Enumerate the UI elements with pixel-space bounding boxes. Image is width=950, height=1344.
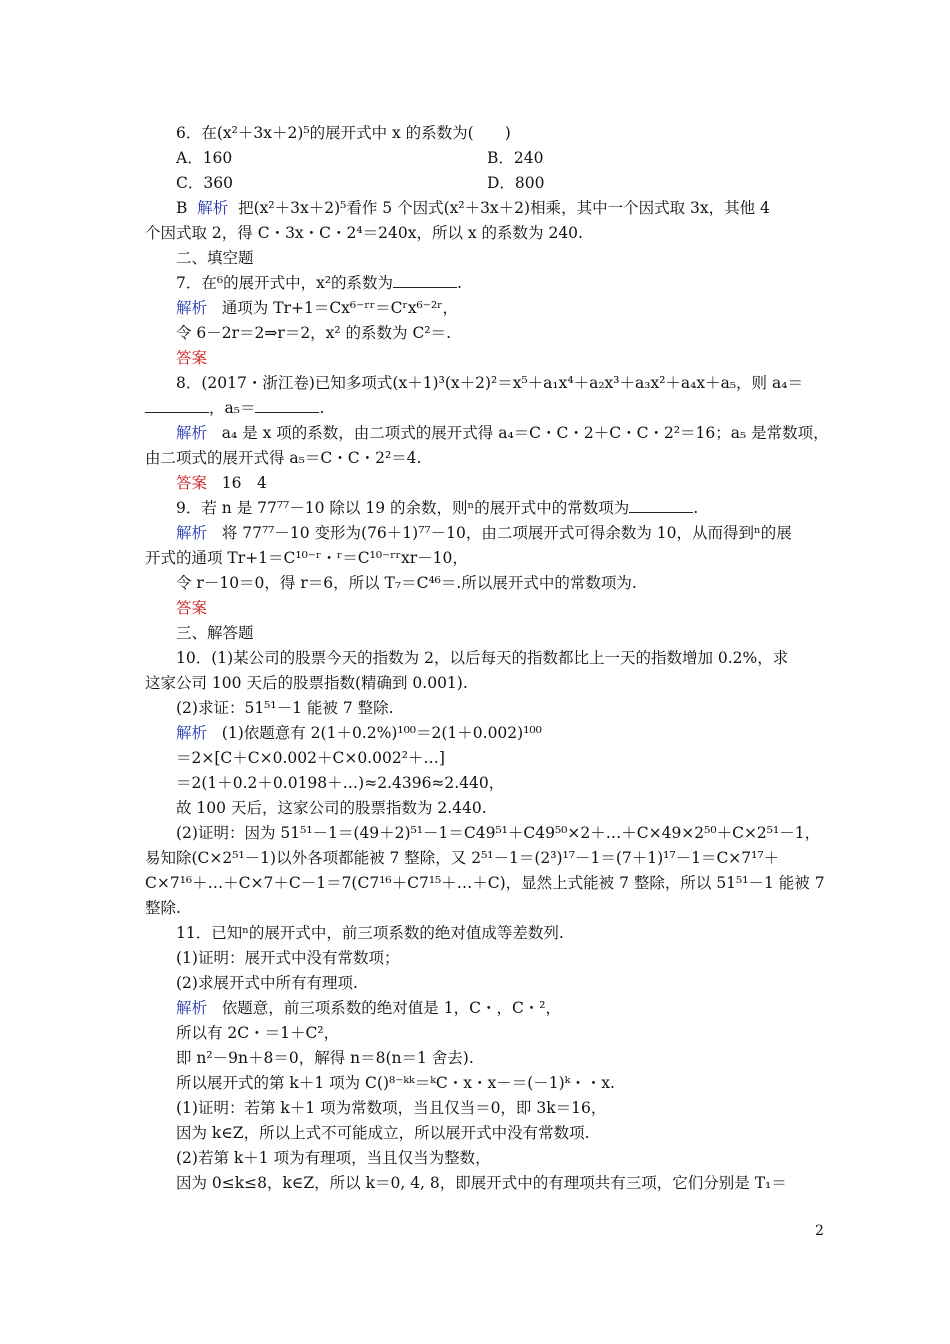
q10-solution-line-5: (2)证明：因为 51⁵¹－1＝(49＋2)⁵¹－1＝C49⁵¹＋C49⁵⁰×2＋…＋C×49×2⁵⁰＋C×2⁵¹－1， xyxy=(176,824,821,842)
q8-answer-label: 答案 xyxy=(176,474,208,492)
q7-blank xyxy=(393,273,457,288)
q8-blank-a4 xyxy=(145,398,209,413)
q7-solution-line-1 xyxy=(176,296,856,320)
page-number: 2 xyxy=(815,1223,824,1239)
q9-answer-label: 答案 xyxy=(176,599,208,617)
q11-solution-line-6: 因为 k∈Z，所以上式不可能成立，所以展开式中没有常数项. xyxy=(176,1124,590,1142)
q11-solution-line-4: 所以展开式的第 k＋1 项为 C()⁸⁻ᵏᵏ＝ᵏC・x・x－＝(－1)ᵏ・・x. xyxy=(176,1074,615,1092)
q6-option-b: B．240 xyxy=(487,149,544,167)
q9-stem-end: . xyxy=(693,499,699,517)
section-fill-in-title: 二、填空题 xyxy=(176,249,254,267)
q10-stem-line-3: (2)求证：51⁵¹－1 能被 7 整除. xyxy=(176,699,394,717)
q8-solution-line-2: 由二项式的展开式得 a₅＝C・C・2²＝4. xyxy=(145,449,422,467)
q10-solution-line-8: 整除. xyxy=(145,899,181,917)
q7-jiexi-label: 解析 xyxy=(176,299,208,317)
section-solution-title: 三、解答题 xyxy=(176,624,254,642)
q8-answer-value: 16 4 xyxy=(221,474,267,492)
q6-solution-line-2: 个因式取 2，得 C・3x・C・2⁴＝240x，所以 x 的系数为 240. xyxy=(145,224,583,242)
q9-stem-text: 9．若 n 是 77⁷⁷－10 除以 19 的余数，则ⁿ的展开式中的常数项为 xyxy=(176,499,630,517)
q9-jiexi-label: 解析 xyxy=(176,524,208,542)
q8-stem-mid: ，a₅＝ xyxy=(209,399,256,417)
q8-stem-line-2 xyxy=(145,396,825,420)
q6-option-a: A．160 xyxy=(176,149,233,167)
q10-stem-line-1: 10．(1)某公司的股票今天的指数为 2，以后每天的指数都比上一天的指数增加 0.2%，求 xyxy=(176,649,789,667)
q11-stem-line-1: 11．已知ⁿ的展开式中，前三项系数的绝对值成等差数列. xyxy=(176,924,564,942)
q8-blank-a5 xyxy=(255,398,319,413)
q8-solution-line-1 xyxy=(176,421,856,445)
q11-solution-line-8: 因为 0≤k≤8，k∈Z，所以 k＝0, 4, 8，即展开式中的有理项共有三项，它们分别是 T₁＝ xyxy=(176,1174,787,1192)
q9-solution-line-2: 开式的通项 Tr+1＝C¹⁰⁻ʳ・ʳ＝C¹⁰⁻ʳʳxr－10， xyxy=(145,549,468,567)
q6-solution-line-1 xyxy=(176,196,856,220)
q11-solution-line-2: 所以有 2C・＝1＋C²， xyxy=(176,1024,340,1042)
q7-solution-line-2: 令 6－2r＝2⇒r＝2，x² 的系数为 C²＝. xyxy=(176,324,451,342)
q10-solution-line-6: 易知除(C×2⁵¹－1)以外各项都能被 7 整除，又 2⁵¹－1＝(2³)¹⁷－1＝(7＋1)¹⁷－1＝C×7¹⁷＋ xyxy=(145,849,780,867)
q11-solution-text-1: 依题意，前三项系数的绝对值是 1，C・，C・²， xyxy=(221,999,562,1017)
q8-stem-line-1: 8．(2017・浙江卷)已知多项式(x＋1)³(x＋2)²＝x⁵＋a₁x⁴＋a₂x³＋a₃x²＋a₄x＋a₅，则 a₄＝ xyxy=(176,374,803,392)
q8-solution-text-1: a₄ 是 x 项的系数，由二项式的展开式得 a₄＝C・C・2＋C・C・2²＝16；a₅ 是常数项， xyxy=(221,424,829,442)
q10-stem-line-2: 这家公司 100 天后的股票指数(精确到 0.001). xyxy=(145,674,468,692)
q8-answer-line xyxy=(176,471,856,495)
q9-blank xyxy=(629,498,693,513)
q9-solution-line-1 xyxy=(176,521,856,545)
q7-stem xyxy=(176,271,856,295)
q9-stem xyxy=(176,496,856,520)
q10-solution-line-4: 故 100 天后，这家公司的股票指数为 2.440. xyxy=(176,799,487,817)
q11-jiexi-label: 解析 xyxy=(176,999,208,1017)
q10-solution-line-7: C×7¹⁶＋…＋C×7＋C－1＝7(C7¹⁶＋C7¹⁵＋…＋C)，显然上式能被 7 整除，所以 51⁵¹－1 能被 7 xyxy=(145,874,825,892)
q7-stem-text: 7．在⁶的展开式中，x²的系数为 xyxy=(176,274,394,292)
q11-solution-line-7: (2)若第 k＋1 项为有理项，当且仅当为整数， xyxy=(176,1149,491,1167)
q10-jiexi-label: 解析 xyxy=(176,724,208,742)
q11-stem-line-3: (2)求展开式中所有有理项. xyxy=(176,974,358,992)
q8-jiexi-label: 解析 xyxy=(176,424,208,442)
q6-answer-letter: B xyxy=(176,199,188,217)
q6-option-d: D．800 xyxy=(487,174,545,192)
q7-stem-end: . xyxy=(457,274,462,292)
q10-solution-line-2: ＝2×[C＋C×0.002＋C×0.002²＋…] xyxy=(176,749,445,767)
q11-stem-line-2: (1)证明：展开式中没有常数项； xyxy=(176,949,400,967)
q8-stem-end: . xyxy=(319,399,325,417)
q7-solution-text-1: 通项为 Tr+1＝Cx⁶⁻ʳʳ＝Cʳx⁶⁻²ʳ， xyxy=(221,299,459,317)
q9-solution-line-3: 令 r－10＝0，得 r＝6，所以 T₇＝C⁴⁶＝.所以展开式中的常数项为. xyxy=(176,574,637,592)
q11-solution-line-5: (1)证明：若第 k＋1 项为常数项，当且仅当＝0，即 3k＝16， xyxy=(176,1099,607,1117)
q6-option-c: C．360 xyxy=(176,174,233,192)
q11-solution-line-1 xyxy=(176,996,856,1020)
q10-solution-text-1: (1)依题意有 2(1＋0.2%)¹⁰⁰＝2(1＋0.002)¹⁰⁰ xyxy=(221,724,542,742)
q10-solution-line-1 xyxy=(176,721,856,745)
q9-solution-text-1: 将 77⁷⁷－10 变形为(76＋1)⁷⁷－10，由二项展开式可得余数为 10，从而得到ⁿ的展 xyxy=(221,524,792,542)
q10-solution-line-3: ＝2(1＋0.2＋0.0198＋…)≈2.4396≈2.440， xyxy=(176,774,505,792)
q6-stem: 6．在(x²＋3x＋2)⁵的展开式中 x 的系数为( ) xyxy=(176,124,511,142)
q6-jiexi-label: 解析 xyxy=(197,199,229,217)
q7-answer-label: 答案 xyxy=(176,349,208,367)
q6-solution-text-1: 把(x²＋3x＋2)⁵看作 5 个因式(x²＋3x＋2)相乘，其中一个因式取 3x，其他 4 xyxy=(238,199,770,217)
q11-solution-line-3: 即 n²－9n＋8＝0，解得 n＝8(n＝1 舍去). xyxy=(176,1049,474,1067)
